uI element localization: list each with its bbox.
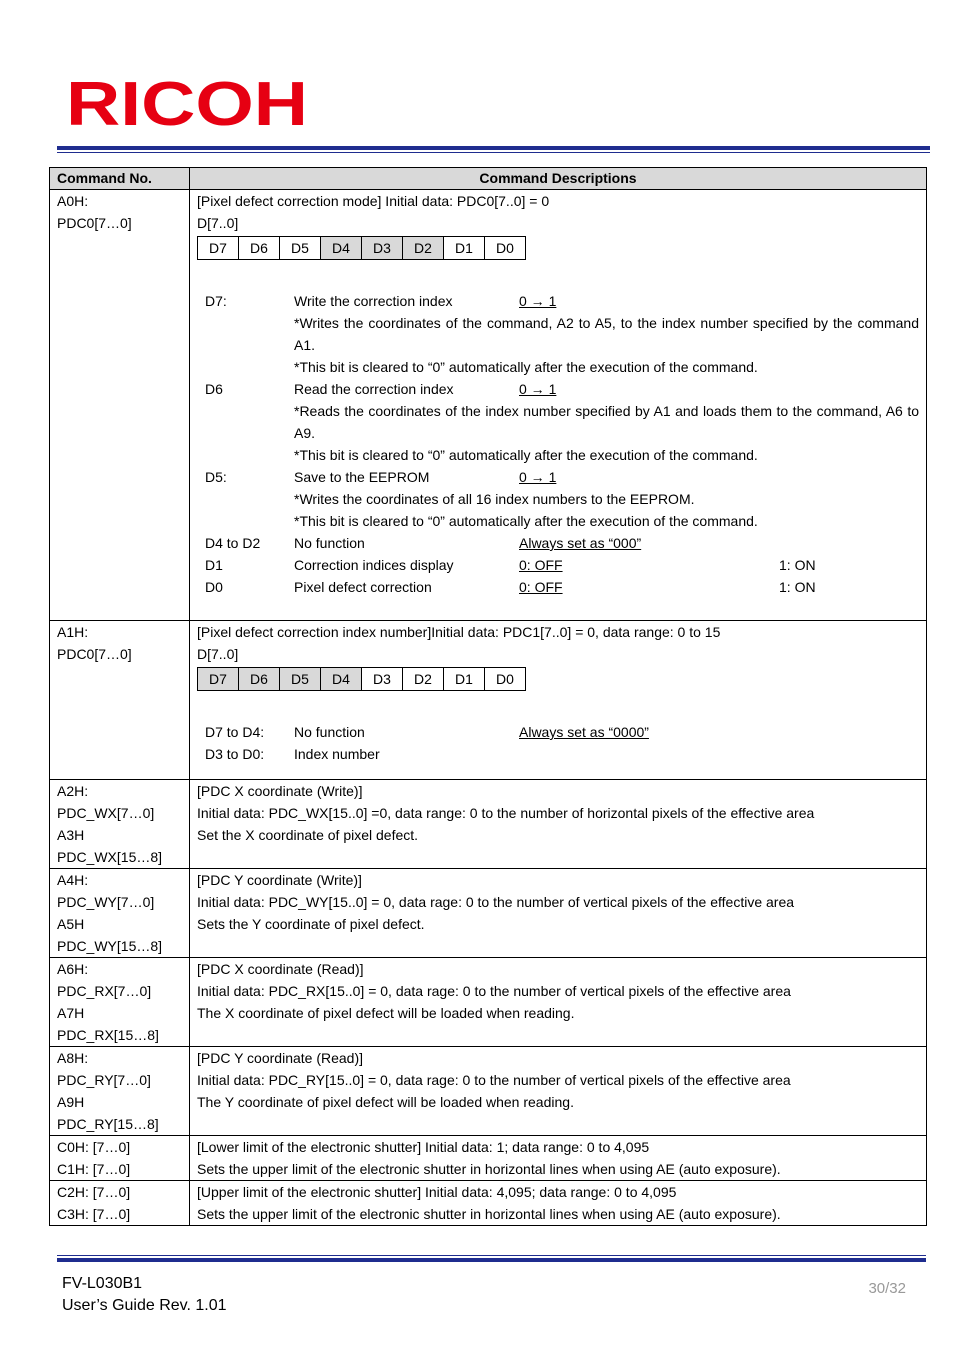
description-line: Set the X coordinate of pixel defect. (197, 827, 419, 843)
command-id: A7H (57, 1005, 85, 1021)
bit-label: D5: (205, 469, 227, 485)
bit-label: D4 to D2 (205, 535, 261, 551)
description-line: Sets the upper limit of the electronic shutter in horizontal lines when using AE (auto exposure). (197, 1161, 781, 1177)
register-name: PDC_RY[7…0] (57, 1072, 151, 1088)
bit-description: No function (294, 535, 365, 551)
bit-label: D0 (205, 579, 223, 595)
bit-cell: D1 (444, 668, 485, 691)
command-id: C1H: [7…0] (57, 1161, 131, 1177)
bit-row-d0 (205, 576, 919, 598)
command-id: A5H (57, 916, 85, 932)
description-line: Sets the upper limit of the electronic shutter in horizontal lines when using AE (auto exposure). (197, 1206, 781, 1222)
bit-row-d6 (205, 378, 919, 400)
register-name: PDC_RY[15…8] (57, 1116, 159, 1132)
bit-value: 0: OFF (519, 579, 563, 595)
command-cell (50, 1047, 190, 1136)
bit-description: Write the correction index (294, 293, 453, 309)
footer-info (62, 1273, 227, 1317)
bit-value: Always set as “000” (519, 535, 642, 551)
data-label: D[7..0] (197, 215, 239, 231)
table-row-a1h (50, 621, 927, 780)
register-name: PDC0[7…0] (57, 646, 132, 662)
bit-note: *This bit is cleared to “0” automatically after the execution of the command. (294, 447, 758, 463)
bit-cell: D4 (321, 668, 362, 691)
bit-value: 0 → 1 (519, 469, 557, 485)
bit-row-d1 (205, 554, 919, 576)
table-row-a0h (50, 190, 927, 621)
bit-table (197, 236, 526, 260)
table-row-c0h (50, 1136, 927, 1181)
command-cell (50, 621, 190, 780)
command-id: A4H: (57, 872, 89, 888)
bit-value-on: 1: ON (779, 579, 816, 595)
command-cell (50, 1136, 190, 1181)
command-table (49, 167, 927, 1226)
command-id: A6H: (57, 961, 89, 977)
bit-label: D1 (205, 557, 223, 573)
command-id: A8H: (57, 1050, 89, 1066)
document-revision: User’s Guide Rev. 1.01 (62, 1297, 227, 1314)
description-line: Initial data: PDC_WX[15..0] =0, data range: 0 to the number of horizontal pixels of the effective area (197, 805, 815, 821)
command-cell (50, 190, 190, 621)
bit-note: *This bit is cleared to “0” automatically after the execution of the command. (294, 359, 758, 375)
description-line: The Y coordinate of pixel defect will be loaded when reading. (197, 1094, 574, 1110)
bit-row-d5 (205, 466, 919, 488)
bit-note: *Writes the coordinates of all 16 index numbers to the EEPROM. (294, 491, 695, 507)
page-number: 30/32 (868, 1280, 906, 1297)
register-name: PDC0[7…0] (57, 215, 132, 231)
table-row-a8h (50, 1047, 927, 1136)
command-id: A9H (57, 1094, 85, 1110)
command-id: A2H: (57, 783, 89, 799)
bit-cell: D6 (239, 668, 280, 691)
table-row-a4h (50, 869, 927, 958)
bit-descriptions (205, 290, 919, 598)
bit-row-d3-d0 (205, 743, 919, 765)
bit-row-d7-d4 (205, 721, 919, 743)
bit-cell: D7 (198, 668, 239, 691)
command-title: [Lower limit of the electronic shutter] Initial data: 1; data range: 0 to 4,095 (197, 1139, 650, 1155)
command-title: [Pixel defect correction mode] Initial data: PDC0[7..0] = 0 (197, 193, 550, 209)
bit-cell: D1 (444, 237, 485, 260)
bit-label: D6 (205, 381, 223, 397)
table-row-a6h (50, 958, 927, 1047)
bit-cell: D5 (280, 668, 321, 691)
table-header-row (50, 168, 927, 190)
description-line: The X coordinate of pixel defect will be loaded when reading. (197, 1005, 575, 1021)
ricoh-logo (66, 76, 308, 128)
bit-table (197, 667, 526, 691)
description-cell (190, 780, 927, 869)
bit-row-d4-d2 (205, 532, 919, 554)
command-id: A1H: (57, 624, 89, 640)
command-cell (50, 780, 190, 869)
bit-cell: D0 (485, 668, 526, 691)
bit-cell: D2 (403, 668, 444, 691)
bit-cell: D2 (403, 237, 444, 260)
logo-text: RICOH (66, 76, 308, 128)
command-id: A0H: (57, 193, 89, 209)
bit-row-d7 (205, 290, 919, 312)
bit-note: *Reads the coordinates of the index number specified by A1 and loads them to the command, A6 to A9. (294, 403, 919, 441)
bit-cell: D0 (485, 237, 526, 260)
command-title: [PDC X coordinate (Read)] (197, 961, 364, 977)
bit-label: D7 to D4: (205, 724, 265, 740)
register-name: PDC_WX[7…0] (57, 805, 155, 821)
bit-label: D7: (205, 293, 227, 309)
description-cell (190, 958, 927, 1047)
description-cell (190, 1136, 927, 1181)
description-line: Initial data: PDC_WY[15..0] = 0, data rage: 0 to the number of vertical pixels of the effective area (197, 894, 795, 910)
command-id: C0H: [7…0] (57, 1139, 131, 1155)
bit-note: *Writes the coordinates of the command, A2 to A5, to the index number specified by the command A1. (294, 315, 919, 353)
bit-cell: D3 (362, 237, 403, 260)
command-cell (50, 958, 190, 1047)
bit-label: D3 to D0: (205, 746, 265, 762)
header-command-no: Command No. (50, 168, 190, 190)
footer-rule (57, 1255, 926, 1262)
data-label: D[7..0] (197, 646, 239, 662)
bit-cell: D5 (280, 237, 321, 260)
description-cell (190, 1047, 927, 1136)
register-name: PDC_WX[15…8] (57, 849, 163, 865)
bit-cell: D4 (321, 237, 362, 260)
bit-note: *This bit is cleared to “0” automatically after the execution of the command. (294, 513, 758, 529)
register-name: PDC_WY[15…8] (57, 938, 163, 954)
bit-descriptions (205, 721, 919, 765)
bit-cell: D6 (239, 237, 280, 260)
command-id: C2H: [7…0] (57, 1184, 131, 1200)
register-name: PDC_RX[7…0] (57, 983, 152, 999)
bit-cell: D3 (362, 668, 403, 691)
table-row-a2h (50, 780, 927, 869)
description-line: Sets the Y coordinate of pixel defect. (197, 916, 425, 932)
description-cell (190, 190, 927, 621)
command-title: [PDC Y coordinate (Read)] (197, 1050, 364, 1066)
bit-description: Read the correction index (294, 381, 454, 397)
command-title: [Pixel defect correction index number]Initial data: PDC1[7..0] = 0, data range: 0 to 15 (197, 624, 721, 640)
table-row-c2h (50, 1181, 927, 1226)
register-name: PDC_WY[7…0] (57, 894, 155, 910)
bit-description: Save to the EEPROM (294, 469, 430, 485)
command-cell (50, 1181, 190, 1226)
command-title: [PDC Y coordinate (Write)] (197, 872, 362, 888)
bit-value: Always set as “0000” (519, 724, 649, 740)
bit-description: No function (294, 724, 365, 740)
bit-value-on: 1: ON (779, 557, 816, 573)
bit-value: 0 → 1 (519, 381, 557, 397)
bit-description: Correction indices display (294, 557, 454, 573)
command-id: C3H: [7…0] (57, 1206, 131, 1222)
model-name: FV-L030B1 (62, 1275, 143, 1292)
command-id: A3H (57, 827, 85, 843)
command-title: [PDC X coordinate (Write)] (197, 783, 363, 799)
description-cell (190, 1181, 927, 1226)
description-cell (190, 869, 927, 958)
command-title: [Upper limit of the electronic shutter] Initial data: 4,095; data range: 0 to 4,095 (197, 1184, 677, 1200)
bit-value: 0 → 1 (519, 293, 557, 309)
description-cell (190, 621, 927, 780)
bit-cell: D7 (198, 237, 239, 260)
header-command-descriptions: Command Descriptions (190, 168, 927, 190)
register-name: PDC_RX[15…8] (57, 1027, 159, 1043)
description-line: Initial data: PDC_RX[15..0] = 0, data rage: 0 to the number of vertical pixels of the effective area (197, 983, 791, 999)
command-cell (50, 869, 190, 958)
bit-description: Index number (294, 746, 380, 762)
bit-description: Pixel defect correction (294, 579, 432, 595)
bit-value: 0: OFF (519, 557, 563, 573)
description-line: Initial data: PDC_RY[15..0] = 0, data rage: 0 to the number of vertical pixels of the effective area (197, 1072, 791, 1088)
